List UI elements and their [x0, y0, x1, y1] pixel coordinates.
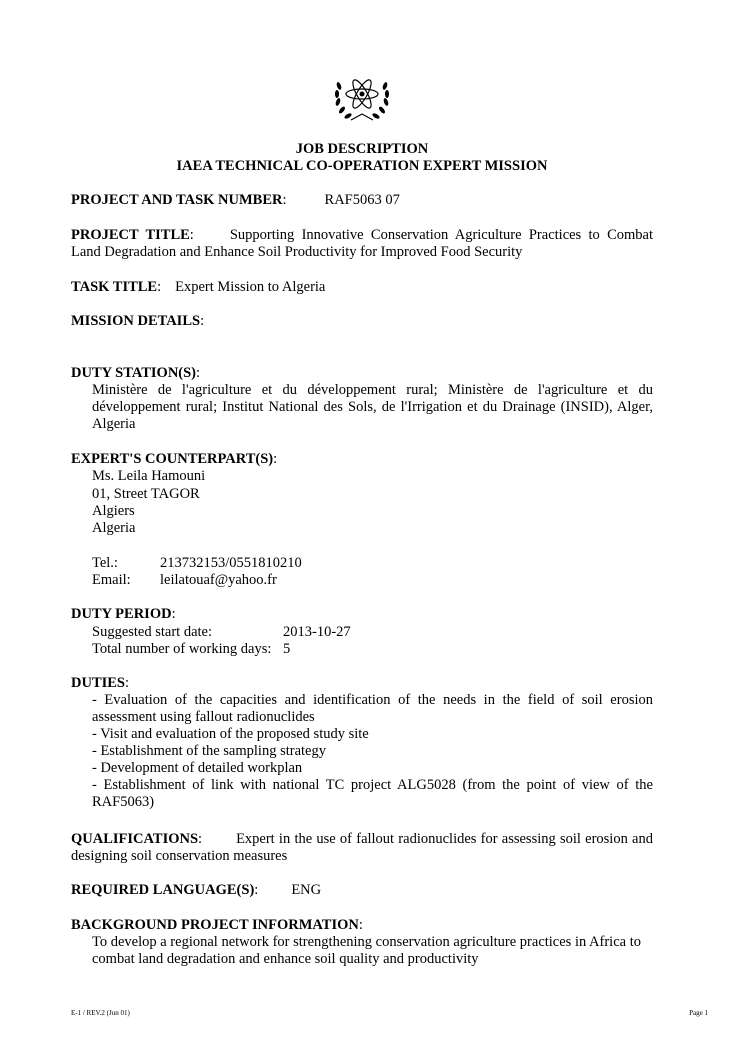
duty-station-heading: DUTY STATION(S): — [71, 365, 201, 381]
project-number-label: PROJECT AND TASK NUMBER — [71, 192, 283, 208]
duty-period-heading: DUTY PERIOD: — [71, 606, 176, 622]
task-title-row: TASK TITLE: Expert Mission to Algeria — [71, 279, 326, 295]
counterpart-country: Algeria — [92, 520, 136, 536]
duty-item: - Visit and evaluation of the proposed study site — [92, 726, 369, 742]
counterpart-city: Algiers — [92, 503, 135, 519]
task-title-label: TASK TITLE — [71, 279, 158, 295]
language-row: REQUIRED LANGUAGE(S): ENG — [71, 882, 322, 898]
working-days-label: Total number of working days: — [92, 641, 272, 657]
qualifications-value: Expert in the use of fallout radionuclides for assessing soil erosion and designing soil conservation measures — [71, 831, 653, 864]
qualifications-label: QUALIFICATIONS — [71, 831, 199, 847]
iaea-logo-icon — [331, 70, 393, 126]
duties-list — [92, 692, 653, 811]
qualifications-row: QUALIFICATIONS: Expert in the use of fallout radionuclides for assessing soil erosion and designing soil conservation measures — [71, 831, 653, 864]
counterpart-email-label: Email: — [92, 572, 131, 588]
project-title-value: Supporting Innovative Conservation Agriculture Practices to Combat Land Degradation and Enhance Soil Productivity for Improved Food Security — [71, 227, 654, 260]
mission-details-heading: MISSION DETAILS: — [71, 313, 205, 329]
project-title-row: PROJECT TITLE: Supporting Innovative Conservation Agriculture Practices to Combat Land Degradation and Enhance Soil Productivity for Improved Food Security — [71, 227, 654, 260]
counterpart-tel-label: Tel.: — [92, 555, 118, 571]
footer-page-number: Page 1 — [689, 1009, 708, 1017]
background-value: To develop a regional network for strengthening conservation agriculture practices in Africa to combat land degradation and enhance soil quality and productivity — [92, 934, 641, 967]
working-days-value: 5 — [283, 641, 291, 657]
document-title: JOB DESCRIPTION — [295, 141, 429, 157]
duty-item: - Establishment of the sampling strategy — [92, 743, 326, 759]
background-heading: BACKGROUND PROJECT INFORMATION: — [71, 917, 363, 933]
duty-item: - Establishment of link with national TC project ALG5028 (from the point of view of the RAF5063) — [92, 777, 653, 810]
language-label: REQUIRED LANGUAGE(S) — [71, 882, 255, 898]
project-number-row: PROJECT AND TASK NUMBER: RAF5063 07 — [71, 192, 400, 208]
task-title-value: Expert Mission to Algeria — [175, 279, 326, 295]
project-title-label: PROJECT TITLE — [71, 227, 190, 243]
language-value: ENG — [291, 882, 322, 898]
duty-item: - Evaluation of the capacities and identification of the needs in the field of soil erosion assessment using fallout radionuclides — [92, 692, 653, 725]
counterpart-street: 01, Street TAGOR — [92, 486, 200, 502]
project-number-value: RAF5063 07 — [324, 192, 400, 208]
counterpart-heading: EXPERT'S COUNTERPART(S): — [71, 451, 278, 467]
duties-heading: DUTIES: — [71, 675, 130, 691]
duty-item: - Development of detailed workplan — [92, 760, 303, 776]
document-subtitle: IAEA TECHNICAL CO-OPERATION EXPERT MISSION — [176, 158, 548, 174]
footer-form-code: E-1 / REV.2 (Jun 01) — [71, 1009, 130, 1017]
start-date-label: Suggested start date: — [92, 624, 213, 640]
duty-station-value: Ministère de l'agriculture et du développement rural; Ministère de l'agriculture et du développement rural; Institut National des Sols, de l'Irrigation et du Drainage (INSID), Alger, Algeria — [92, 382, 653, 432]
counterpart-email: leilatouaf@yahoo.fr — [160, 572, 277, 588]
counterpart-name: Ms. Leila Hamouni — [92, 468, 206, 484]
start-date-value: 2013-10-27 — [283, 624, 351, 640]
counterpart-tel: 213732153/0551810210 — [160, 555, 302, 571]
